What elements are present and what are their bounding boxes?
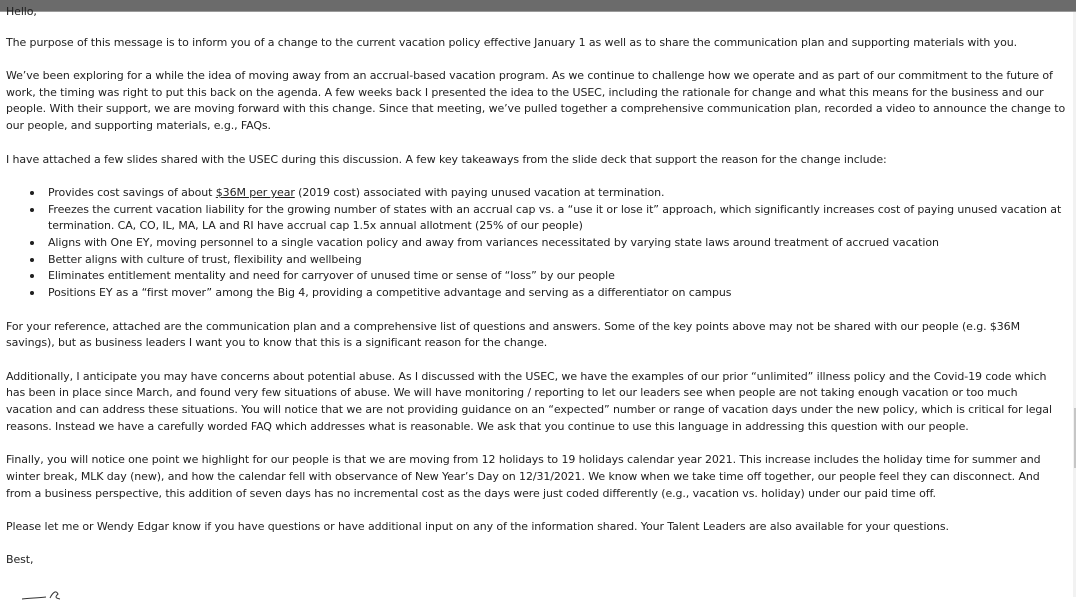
list-item: Freezes the current vacation liability for the growing number of states with an accrual cap vs. a “use it or lose it” approach, which significantly increases cost of paying unused vacation at termination. CA, CO, IL, MA, LA and RI have accrual cap 1.5x annual allotment (25% of our people) bbox=[48, 202, 1066, 235]
paragraph-slides: I have attached a few slides shared with the USEC during this discussion. A few key takeaways from the slide deck that support the reason for the change include: bbox=[6, 152, 887, 166]
bullet-text: (2019 cost) associated with paying unused vacation at termination. bbox=[294, 185, 665, 199]
list-item: Eliminates entitlement mentality and need for carryover of unused time or sense of “loss” by our people bbox=[48, 268, 1066, 285]
paragraph-contact: Please let me or Wendy Edgar know if you have questions or have additional input on any of the information shared. Your Talent Leaders are also available for your questions. bbox=[6, 519, 949, 533]
bullet-text: Provides cost savings of about bbox=[48, 185, 216, 199]
paragraph-background: We’ve been exploring for a while the idea of moving away from an accrual-based vacation program. As we continue to challenge how we operate and as part of our commitment to the future of work, the timing was right to put this back on the agenda. A few weeks back I presented the idea to the USEC, including the rationale for change and what this means for the business and our people. With their support, we are moving forward with this change. Since that meeting, we’ve pulled together a comprehensive communication plan, recorded a video to announce the change to our people, and supporting materials, e.g., FAQs. bbox=[6, 69, 1066, 133]
signature-image bbox=[20, 586, 80, 600]
list-item: Aligns with One EY, moving personnel to a single vacation policy and away from variances necessitated by varying state laws around treatment of accrued vacation bbox=[48, 235, 1066, 252]
list-item: Better aligns with culture of trust, flexibility and wellbeing bbox=[48, 252, 1066, 269]
paragraph-holidays: Finally, you will notice one point we highlight for our people is that we are moving from 12 holidays to 19 holidays calendar year 2021. This increase includes the holiday time for summer and winter break, MLK day (new), and how the calendar fell with observance of New Year’s Day on 12/31/2021. We know when we take time off together, our people feel they can disconnect. And from a business perspective, this addition of seven days has no incremental cost as the days were just coded differently (e.g., vacation vs. holiday) under our paid time off. bbox=[6, 453, 1041, 500]
list-item: Positions EY as a “first mover” among the Big 4, providing a competitive advantage and serving as a differentiator on campus bbox=[48, 285, 1066, 302]
list-item bbox=[48, 185, 1066, 202]
email-body bbox=[6, 4, 1066, 569]
paragraph-abuse: Additionally, I anticipate you may have concerns about potential abuse. As I discussed with the USEC, we have the examples of our prior “unlimited” illness policy and the Covid-19 code which has been in place since March, and found very few situations of abuse. We will have monitoring / reporting to let our leaders see when people are not taking enough vacation or too much vacation and can address these situations. You will notice that we are not providing guidance on an “expected” number or range of vacation days under the new policy, which is critical for legal reasons. Instead we have a carefully worded FAQ which addresses what is reasonable. We ask that you continue to use this language in addressing this question with our people. bbox=[6, 369, 1052, 433]
greeting: Hello, bbox=[6, 5, 37, 18]
cost-savings-link[interactable]: $36M per year bbox=[215, 185, 295, 199]
paragraph-reference: For your reference, attached are the communication plan and a comprehensive list of questions and answers. Some of the key points above may not be shared with our people (e.g. $36M savings), but as business leaders I want you to know that this is a significant reason for the change. bbox=[6, 319, 1020, 350]
takeaways-list bbox=[6, 185, 1066, 302]
closing: Best, bbox=[6, 553, 34, 567]
paragraph-purpose: The purpose of this message is to inform you of a change to the current vacation policy effective January 1 as well as to share the communication plan and supporting materials with you. bbox=[6, 35, 1017, 49]
